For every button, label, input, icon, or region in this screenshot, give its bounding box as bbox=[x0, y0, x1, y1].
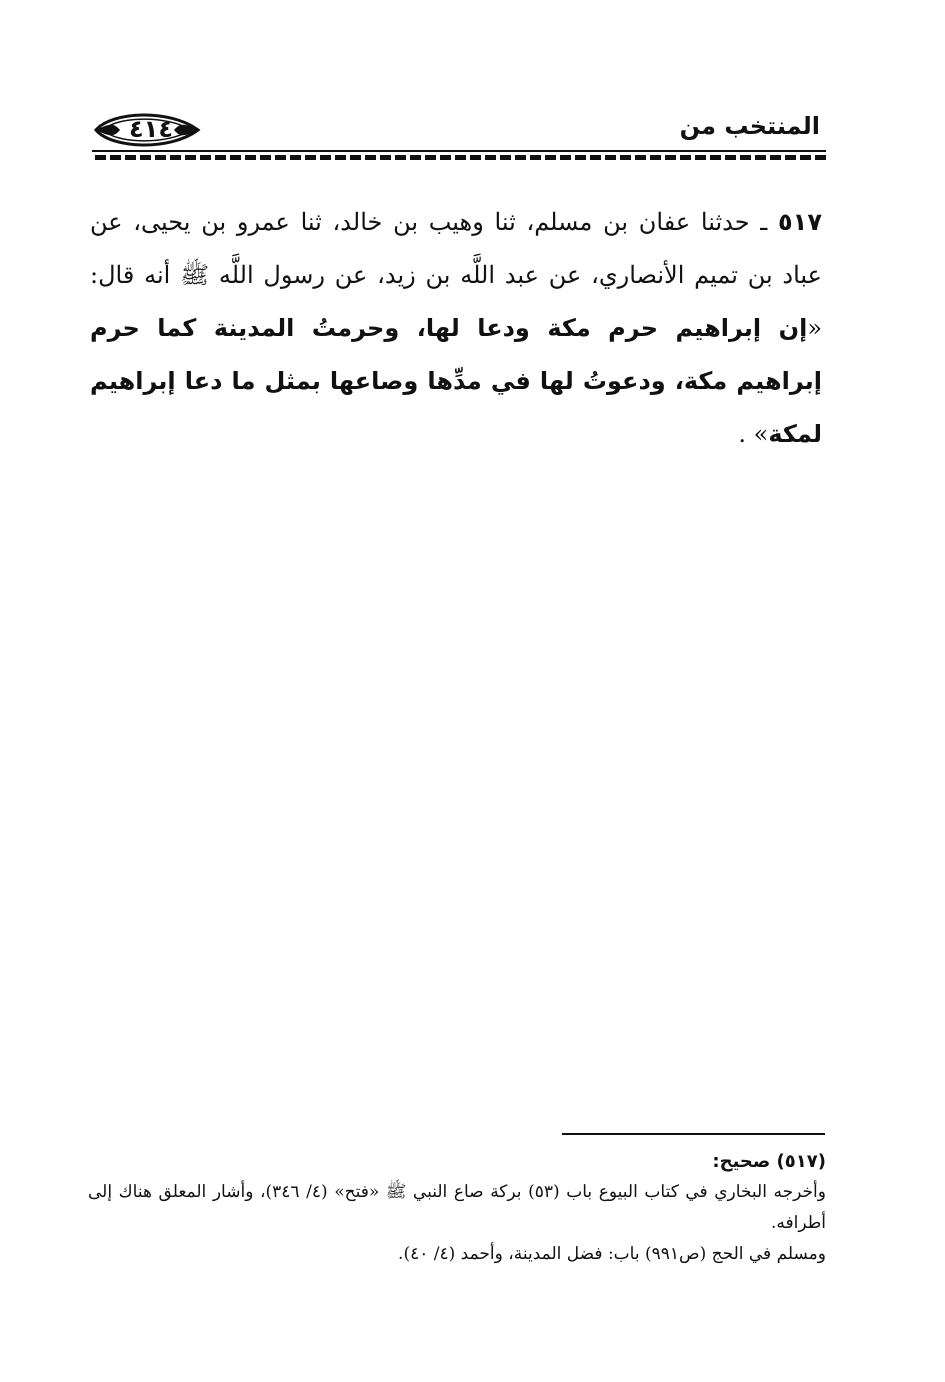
hadith-closing: » . bbox=[738, 420, 769, 448]
hadith-matn: إن إبراهيم حرم مكة ودعا لها، وحرمتُ المدينة كما حرم إبراهيم مكة، ودعوتُ لها في مدِّها وصاعها بمثل ما دعا إبراهيم لمكة bbox=[90, 314, 822, 448]
hadith-paragraph bbox=[90, 196, 822, 461]
header-rule-solid bbox=[92, 150, 826, 152]
hadith-isnad: ـ حدثنا عفان بن مسلم، ثنا وهيب بن خالد، ثنا عمرو بن يحيى، عن عباد بن تميم الأنصاري، عن عبد اللَّه بن زيد، عن رسول اللَّه ﷺ أنه قال: « bbox=[90, 208, 822, 342]
footnotes bbox=[88, 1146, 826, 1270]
footnote-reference-bukhari: وأخرجه البخاري في كتاب البيوع باب (٥٣) بركة صاع النبي ﷺ «فتح» (٤/ ٣٤٦)، وأشار المعلق هناك إلى أطرافه. bbox=[88, 1182, 826, 1233]
header-rule-dashed bbox=[92, 155, 826, 160]
page-number-badge bbox=[92, 108, 202, 152]
footnote-heading: (٥١٧) صحيح: bbox=[712, 1151, 826, 1172]
running-header-title: المنتخب من bbox=[679, 112, 820, 140]
header-divider bbox=[92, 150, 826, 162]
footnote-reference-muslim: ومسلم في الحج (ص٩٩١) باب: فضل المدينة، وأحمد (٤/ ٤٠). bbox=[398, 1244, 826, 1264]
hadith-number: ٥١٧ bbox=[778, 208, 822, 236]
page-number: ٤١٤ bbox=[129, 115, 173, 143]
footnote-separator bbox=[562, 1133, 825, 1135]
page-header bbox=[92, 104, 826, 162]
